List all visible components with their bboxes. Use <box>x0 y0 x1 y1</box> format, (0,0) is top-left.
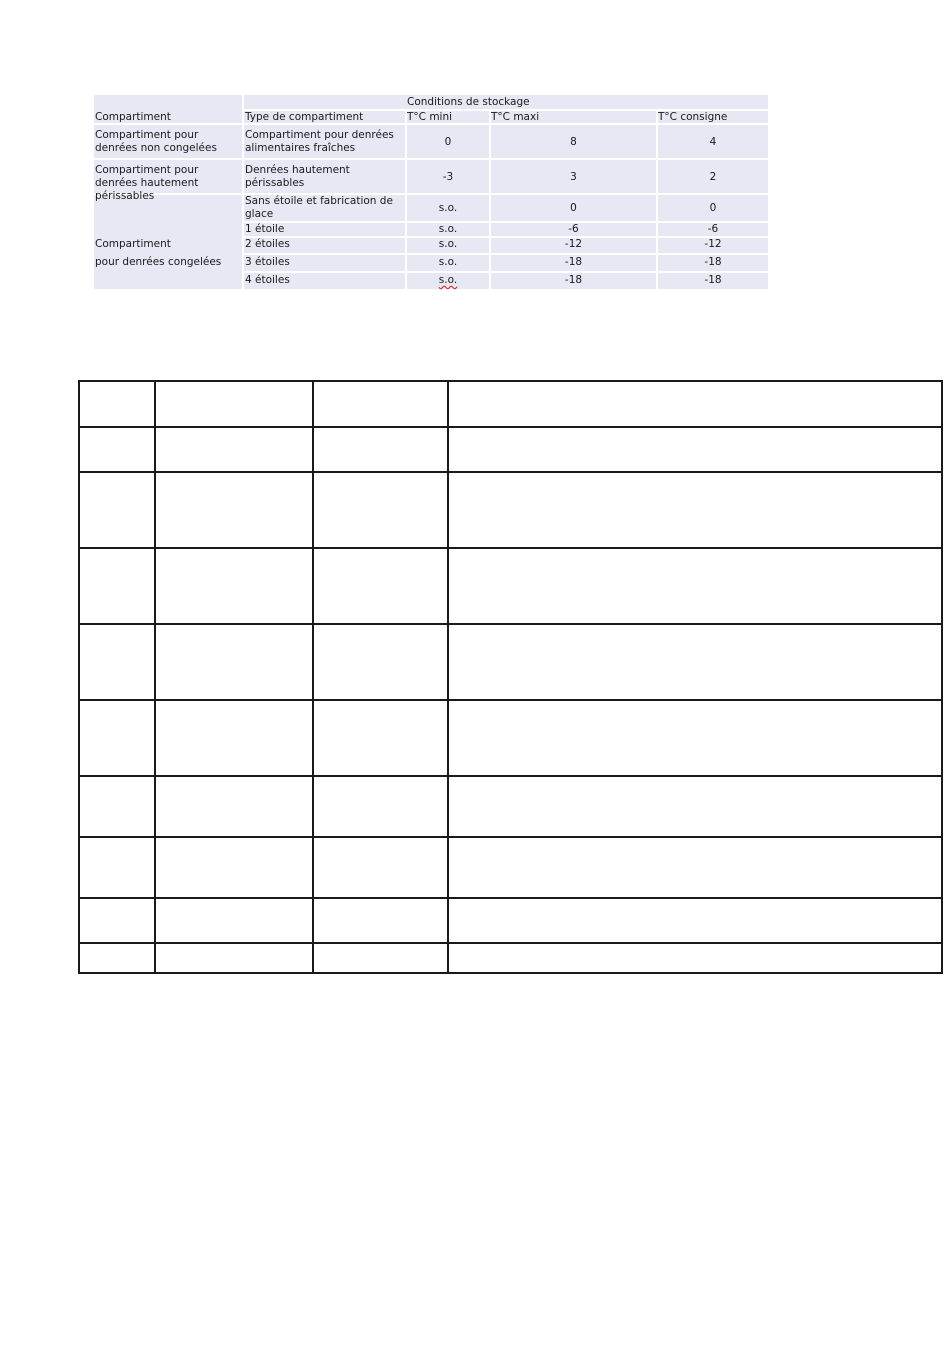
grid-cell <box>79 624 155 700</box>
table-row <box>79 624 942 700</box>
grid-cell <box>448 381 942 427</box>
row-type: 2 étoiles <box>245 238 290 250</box>
separator <box>94 158 768 160</box>
grid-cell <box>155 700 313 776</box>
row-type: Sans étoile et fabrication de glace <box>245 195 393 220</box>
row-t-setpoint: 2 <box>709 171 717 183</box>
row-t-min: s.o. <box>438 238 458 250</box>
grid-cell <box>313 776 448 837</box>
row-t-setpoint: 4 <box>709 136 717 148</box>
table-row <box>79 381 942 427</box>
grid-cell <box>155 776 313 837</box>
row-compartment: Compartiment pour denrées hautement périssables <box>95 164 199 202</box>
row-t-min: s.o. <box>438 202 458 214</box>
grid-cell <box>313 548 448 624</box>
grid-cell <box>155 898 313 943</box>
grid-cell <box>313 700 448 776</box>
table-row <box>79 700 942 776</box>
header-t-min: T°C mini <box>407 111 453 123</box>
table-row <box>79 943 942 973</box>
row-t-setpoint: 0 <box>709 202 717 214</box>
spellcheck-text: s.o. <box>438 274 458 286</box>
grid-cell <box>155 943 313 973</box>
row-t-max: -6 <box>568 223 579 235</box>
grid-cell <box>79 776 155 837</box>
row-t-setpoint: -12 <box>704 238 722 250</box>
grid-cell <box>155 837 313 898</box>
grid-cell <box>79 943 155 973</box>
table-row <box>79 427 942 472</box>
header-t-setpoint: T°C consigne <box>658 111 728 123</box>
grid-cell <box>313 943 448 973</box>
grid-cell <box>155 427 313 472</box>
row-t-setpoint: -18 <box>704 274 722 286</box>
table-row <box>79 776 942 837</box>
storage-conditions-table <box>94 95 768 289</box>
grid-cell <box>313 472 448 548</box>
row-type: 3 étoiles <box>245 256 290 268</box>
row-t-min: s.o. <box>438 223 458 235</box>
separator <box>243 271 768 273</box>
grid-cell <box>79 472 155 548</box>
grid-cell <box>448 837 942 898</box>
header-compartment: Compartiment <box>95 111 171 123</box>
header-type: Type de compartiment <box>245 111 364 123</box>
grid-cell <box>313 837 448 898</box>
table-row <box>79 898 942 943</box>
row-t-max: -18 <box>564 274 583 286</box>
row-compartment: pour denrées congelées <box>95 256 222 268</box>
grid-cell <box>79 700 155 776</box>
grid-cell <box>448 898 942 943</box>
grid-cell <box>448 624 942 700</box>
row-t-setpoint: -18 <box>704 256 722 268</box>
row-t-max: -12 <box>564 238 583 250</box>
grid-cell <box>79 548 155 624</box>
row-t-min <box>406 274 489 287</box>
empty-grid-table <box>78 380 943 974</box>
grid-cell <box>448 776 942 837</box>
row-t-max: 3 <box>570 171 577 183</box>
grid-cell <box>313 624 448 700</box>
table-row <box>79 472 942 548</box>
header-t-max: T°C maxi <box>491 111 540 123</box>
grid-cell <box>313 427 448 472</box>
row-compartment: Compartiment pour denrées non congelées <box>95 129 217 154</box>
grid-cell <box>79 898 155 943</box>
row-type: 4 étoiles <box>245 274 290 286</box>
grid-cell <box>313 381 448 427</box>
grid-cell <box>448 427 942 472</box>
grid-cell <box>155 381 313 427</box>
grid-cell <box>448 472 942 548</box>
group-header: Conditions de stockage <box>407 96 530 108</box>
grid-cell <box>155 472 313 548</box>
table-row <box>79 548 942 624</box>
grid-cell <box>79 427 155 472</box>
row-t-max: -18 <box>564 256 583 268</box>
separator <box>243 253 768 255</box>
grid-cell <box>448 548 942 624</box>
grid-cell <box>155 548 313 624</box>
row-type: Compartiment pour denrées alimentaires fraîches <box>245 129 394 154</box>
grid-cell <box>79 381 155 427</box>
row-t-max: 0 <box>570 202 577 214</box>
row-t-setpoint: -6 <box>707 223 719 235</box>
grid-cell <box>448 943 942 973</box>
table-row <box>79 837 942 898</box>
row-t-min: 0 <box>444 136 452 148</box>
row-t-min: s.o. <box>438 256 458 268</box>
row-t-max: 8 <box>570 136 577 148</box>
row-t-min: -3 <box>442 171 454 183</box>
grid-cell <box>313 898 448 943</box>
grid-cell <box>155 624 313 700</box>
row-type: Denrées hautement périssables <box>245 164 350 189</box>
grid-cell <box>79 837 155 898</box>
row-type: 1 étoile <box>245 223 285 235</box>
row-compartment: Compartiment <box>95 238 171 250</box>
grid-cell <box>448 700 942 776</box>
